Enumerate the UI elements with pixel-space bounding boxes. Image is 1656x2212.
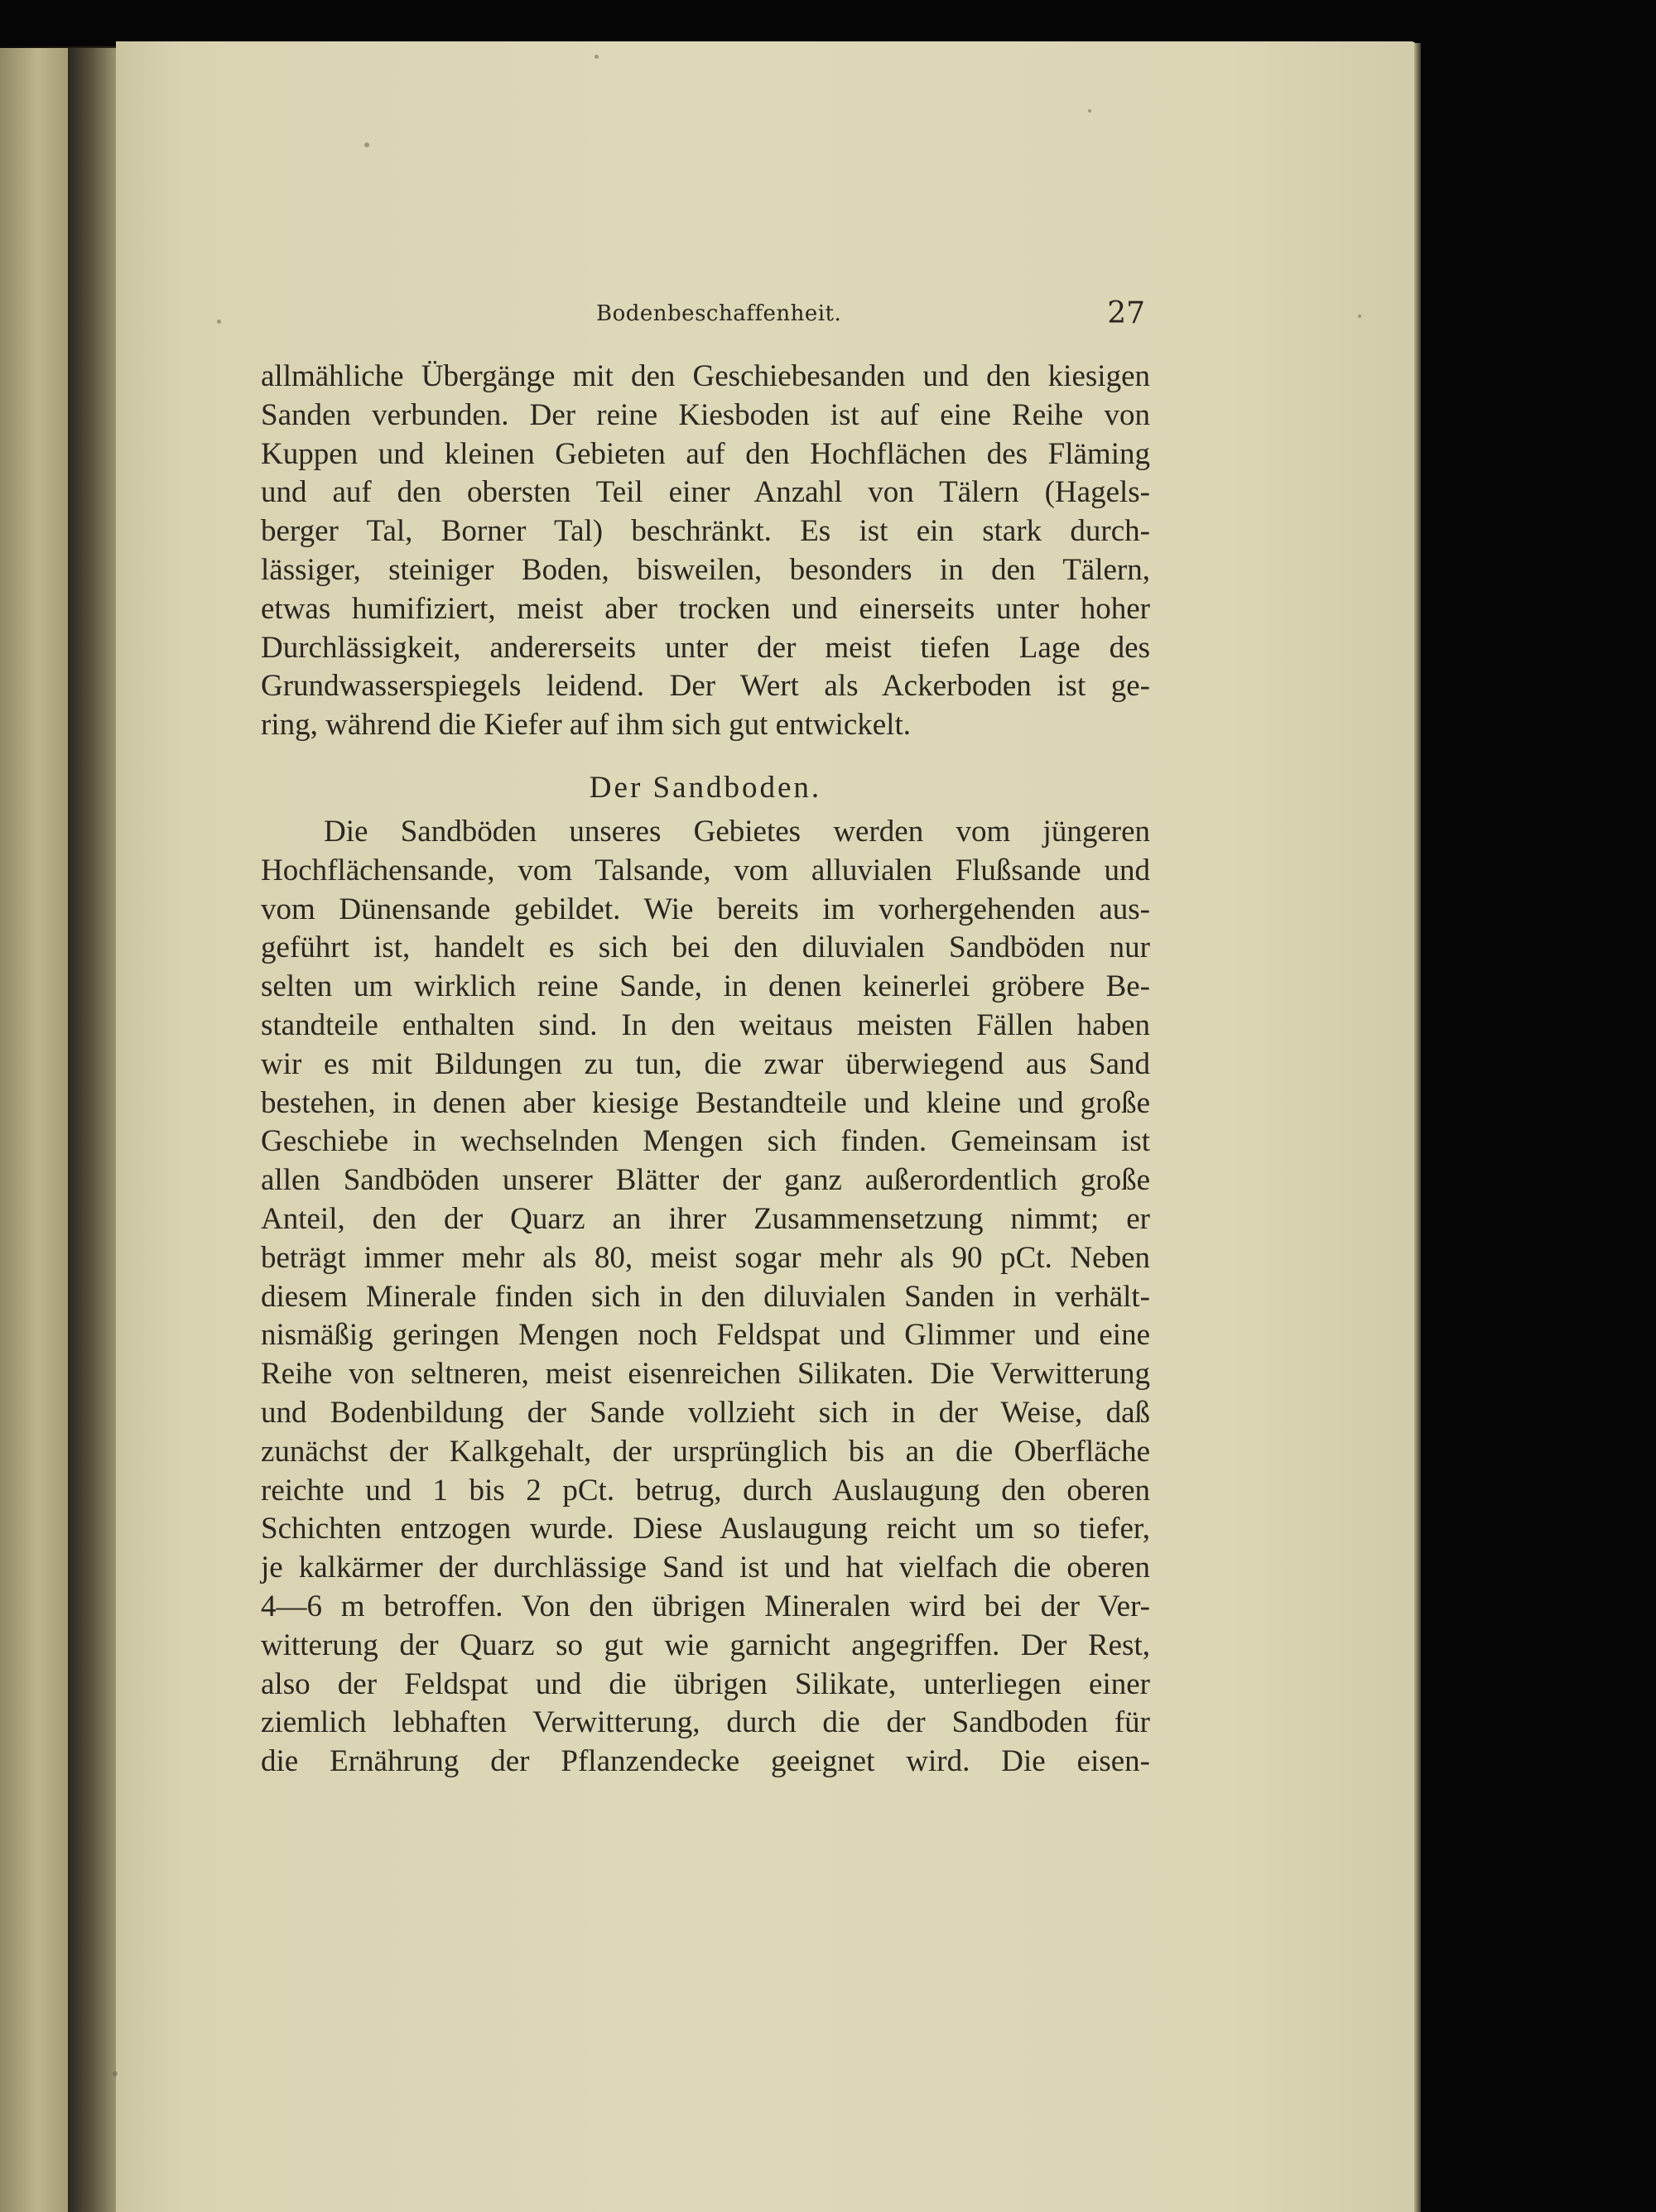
text-line: etwas humifiziert, meist aber trocken und einerseits unter hoher	[261, 591, 1150, 626]
running-header	[261, 296, 1150, 339]
text-line: witterung der Quarz so gut wie garnicht angegriffen. Der Rest,	[261, 1628, 1150, 1662]
text-line: also der Feldspat und die übrigen Silikate, unterliegen einer	[261, 1666, 1150, 1701]
paragraph-sand-soil	[261, 813, 1150, 1782]
text-line: und Bodenbildung der Sande vollzieht sich in der Weise, daß	[261, 1395, 1150, 1430]
binding-shadow	[68, 48, 118, 2212]
text-line: beträgt immer mehr als 80, meist sogar mehr als 90 pCt. Neben	[261, 1240, 1150, 1275]
text-line: 4—6 m betroffen. Von den übrigen Mineralen wird bei der Ver-	[261, 1589, 1150, 1623]
page-number: 27	[1107, 296, 1145, 330]
text-line: und auf den obersten Teil einer Anzahl von Tälern (Hagels-	[261, 475, 1150, 510]
page-right-edge	[1414, 43, 1421, 2212]
text-line: selten um wirklich reine Sande, in denen keinerlei gröbere Be-	[261, 969, 1150, 1004]
text-line: die Ernährung der Pflanzendecke geeignet wird. Die eisen-	[261, 1744, 1150, 1779]
text-line: Schichten entzogen wurde. Diese Auslaugung reicht um so tiefer,	[261, 1512, 1150, 1546]
text-line: allmähliche Übergänge mit den Geschiebesanden und den kiesigen	[261, 359, 1150, 393]
text-line: ring, während die Kiefer auf ihm sich gut entwickelt.	[261, 708, 911, 743]
text-line: standteile enthalten sind. In den weitaus meisten Fällen haben	[261, 1007, 1150, 1042]
paper-speck	[113, 2071, 118, 2076]
text-line: Kuppen und kleinen Gebieten auf den Hochflächen des Fläming	[261, 436, 1150, 471]
paper-speck	[1358, 315, 1361, 318]
text-line: zunächst der Kalkgehalt, der ursprünglich bis an die Oberfläche	[261, 1434, 1150, 1469]
text-line: vom Dünensande gebildet. Wie bereits im vorhergehenden aus-	[261, 892, 1150, 926]
paper-speck	[595, 55, 599, 59]
text-line: Sanden verbunden. Der reine Kiesboden ist auf eine Reihe von	[261, 397, 1150, 432]
paragraph-gravel-soil	[261, 358, 1150, 745]
text-line: Reihe von seltneren, meist eisenreichen Silikaten. Die Verwitterung	[261, 1357, 1150, 1392]
text-line: Durchlässigkeit, andererseits unter der meist tiefen Lage des	[261, 630, 1150, 665]
text-line: nismäßig geringen Mengen noch Feldspat und Glimmer und eine	[261, 1318, 1150, 1353]
text-line: bestehen, in denen aber kiesige Bestandteile und kleine und große	[261, 1085, 1150, 1120]
previous-page-edge	[0, 48, 68, 2212]
text-line: berger Tal, Borner Tal) beschränkt. Es ist ein stark durch-	[261, 514, 1150, 549]
paper-speck	[364, 142, 369, 147]
text-line: Anteil, den der Quarz an ihrer Zusammensetzung nimmt; er	[261, 1201, 1150, 1236]
text-line: Die Sandböden unseres Gebietes werden vom jüngeren	[324, 814, 1150, 849]
text-line: Grundwasserspiegels leidend. Der Wert als Ackerboden ist ge-	[261, 669, 1150, 704]
text-line: Geschiebe in wechselnden Mengen sich finden. Gemeinsam ist	[261, 1124, 1150, 1159]
body-text	[261, 358, 1150, 1782]
text-line: ziemlich lebhaften Verwitterung, durch die der Sandboden für	[261, 1705, 1150, 1740]
text-line: geführt ist, handelt es sich bei den diluvialen Sandböden nur	[261, 930, 1150, 965]
text-line: allen Sandböden unserer Blätter der ganz außerordentlich große	[261, 1163, 1150, 1198]
text-line: reichte und 1 bis 2 pCt. betrug, durch Auslaugung den oberen	[261, 1473, 1150, 1508]
text-line: diesem Minerale finden sich in den diluvialen Sanden in verhält-	[261, 1279, 1150, 1314]
text-line: Hochflächensande, vom Talsande, vom alluvialen Flußsande und	[261, 853, 1150, 887]
text-line: je kalkärmer der durchlässige Sand ist und hat vielfach die oberen	[261, 1551, 1150, 1585]
section-heading: Der Sandboden.	[589, 770, 822, 805]
running-title: Bodenbeschaffenheit.	[596, 301, 842, 326]
paper-speck	[217, 320, 221, 324]
text-line: lässiger, steiniger Boden, bisweilen, besonders in den Tälern,	[261, 552, 1150, 587]
text-line: wir es mit Bildungen zu tun, die zwar überwiegend aus Sand	[261, 1046, 1150, 1081]
paper-speck	[1088, 109, 1091, 113]
